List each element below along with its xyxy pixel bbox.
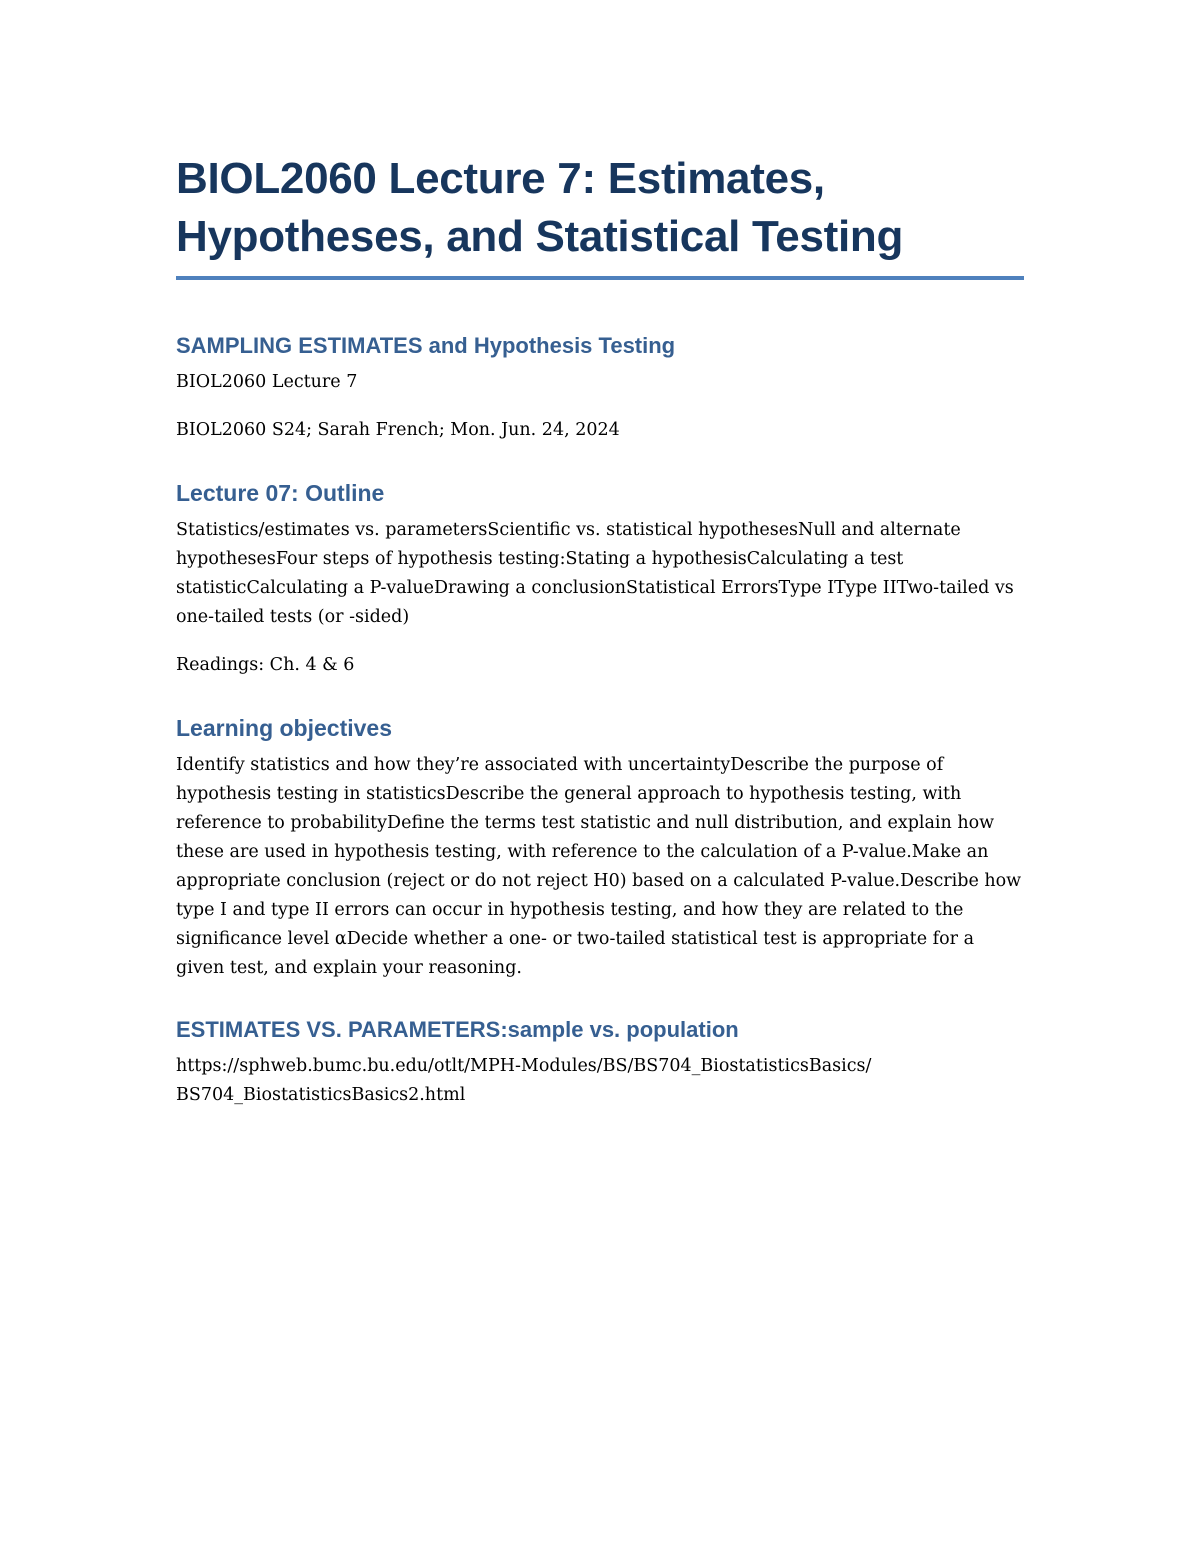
outline-heading: Lecture 07: Outline	[176, 480, 385, 506]
objectives-body: Identify statistics and how they’re associated with uncertaintyDescribe the purpose of hypothesis testing in statisticsDescribe the general approach to hypothesis testing, with reference to probabilityDefine the terms test statistic and null distribution, and explain how these are used in hypothesis testing, with reference to the calculation of a P-value.Make an appropriate conclusion (reject or do not reject H0) based on a calculated P-value.Describe how type I and type II errors can occur in hypothesis testing, and how they are related to the significance level αDecide whether a one- or two-tailed statistical test is appropriate for a given test, and explain your reasoning.	[176, 755, 1022, 978]
sampling-line2: BIOL2060 S24; Sarah French; Mon. Jun. 24, 2024	[176, 420, 620, 440]
outline-body: Statistics/estimates vs. parametersScientific vs. statistical hypothesesNull and alternate hypothesesFour steps of hypothesis testing:Stating a hypothesisCalculating a test statisticCalculating a P-valueDrawing a conclusionStatistical ErrorsType IType IITwo-tailed vs one-tailed tests (or -sided)	[176, 520, 1014, 627]
estimates-url-line2[interactable]: BS704_BiostatisticsBasics2.html	[176, 1085, 466, 1105]
title-underline-rule	[176, 276, 1024, 280]
document-page	[176, 150, 1024, 1110]
estimates-url-line1[interactable]: https://sphweb.bumc.bu.edu/otlt/MPH-Modules/BS/BS704_BiostatisticsBasics/	[176, 1056, 872, 1076]
estimates-heading: ESTIMATES VS. PARAMETERS:sample vs. population	[176, 1017, 739, 1042]
document-title	[176, 150, 1024, 276]
estimates-url[interactable]	[176, 1052, 1024, 1110]
document-title-line2: Hypotheses, and Statistical Testing	[176, 212, 904, 261]
sampling-line1: BIOL2060 Lecture 7	[176, 372, 358, 392]
objectives-heading: Learning objectives	[176, 715, 393, 741]
outline-readings: Readings: Ch. 4 & 6	[176, 655, 355, 675]
document-title-line1: BIOL2060 Lecture 7: Estimates,	[176, 154, 825, 203]
sampling-heading: SAMPLING ESTIMATES and Hypothesis Testing	[176, 333, 676, 358]
